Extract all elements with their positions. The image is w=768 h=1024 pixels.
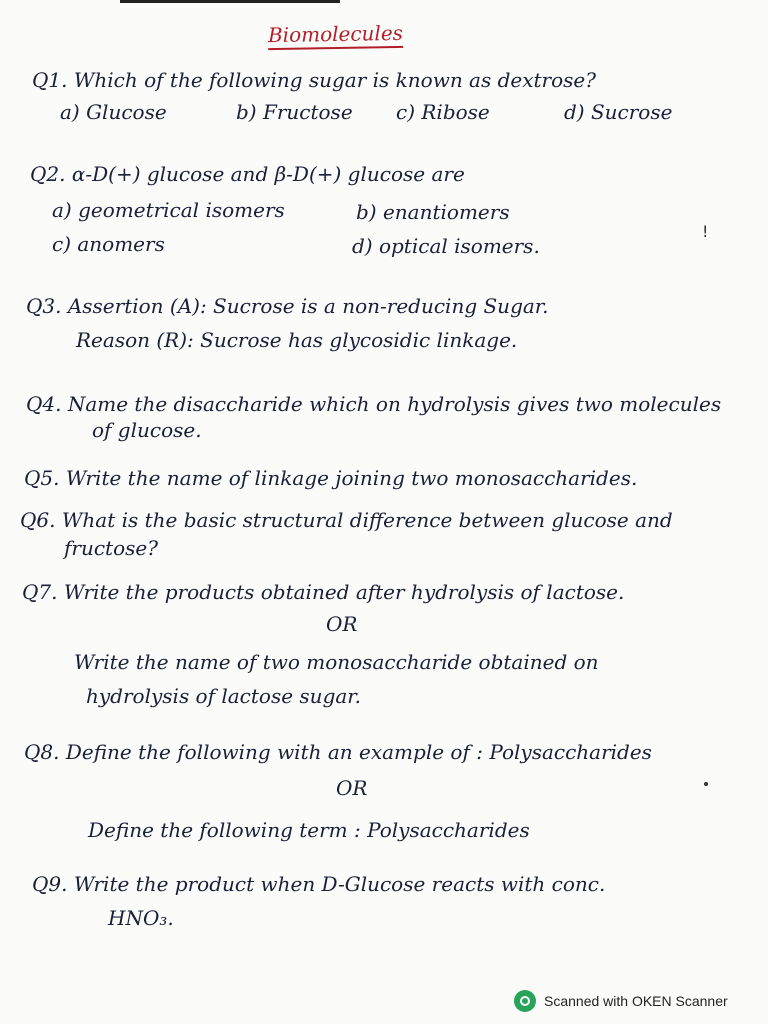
q7-text: Q7. Write the products obtained after hydrolysis of lactose.: [22, 580, 625, 604]
q1-text: Q1. Which of the following sugar is known as dextrose?: [32, 68, 596, 92]
q6-text: Q6. What is the basic structural difference between glucose and: [20, 508, 673, 532]
scanner-watermark: [514, 988, 728, 1014]
q1-option-d: d) Sucrose: [564, 100, 673, 124]
q9-text-cont: HNO₃.: [108, 906, 174, 930]
q1-option-c: c) Ribose: [396, 100, 490, 124]
q8-text: Q8. Define the following with an example of : Polysaccharides: [24, 740, 652, 764]
page-title: Biomolecules: [268, 21, 403, 50]
q2-option-a: a) geometrical isomers: [52, 198, 285, 222]
q3-reason: Reason (R): Sucrose has glycosidic linkage.: [76, 328, 518, 352]
q5-text: Q5. Write the name of linkage joining two monosaccharides.: [24, 466, 638, 490]
q2-text: Q2. α-D(+) glucose and β-D(+) glucose are: [30, 162, 465, 186]
q1-option-b: b) Fructose: [236, 100, 353, 124]
q9-text: Q9. Write the product when D-Glucose reacts with conc.: [32, 872, 606, 896]
top-edge-line: [120, 0, 340, 3]
q1-option-a: a) Glucose: [60, 100, 167, 124]
q8-alt-text: Define the following term : Polysaccharides: [88, 818, 530, 842]
oken-scanner-logo-icon: [514, 990, 536, 1012]
q3-assertion: Q3. Assertion (A): Sucrose is a non-reducing Sugar.: [26, 294, 549, 318]
watermark-text: Scanned with OKEN Scanner: [544, 993, 728, 1009]
q7-or: OR: [326, 612, 358, 636]
q6-text-cont: fructose?: [64, 536, 158, 560]
q2-option-c: c) anomers: [52, 232, 165, 256]
q2-option-b: b) enantiomers: [356, 200, 510, 224]
q2-option-d: d) optical isomers.: [352, 234, 540, 258]
ink-dot: [704, 782, 708, 786]
stray-mark: !: [702, 222, 709, 241]
q7-alt-text: Write the name of two monosaccharide obtained on: [74, 650, 599, 674]
q4-text-cont: of glucose.: [92, 418, 202, 442]
q8-or: OR: [336, 776, 368, 800]
q7-alt-text-cont: hydrolysis of lactose sugar.: [86, 684, 362, 708]
q4-text: Q4. Name the disaccharide which on hydrolysis gives two molecules: [26, 392, 722, 416]
